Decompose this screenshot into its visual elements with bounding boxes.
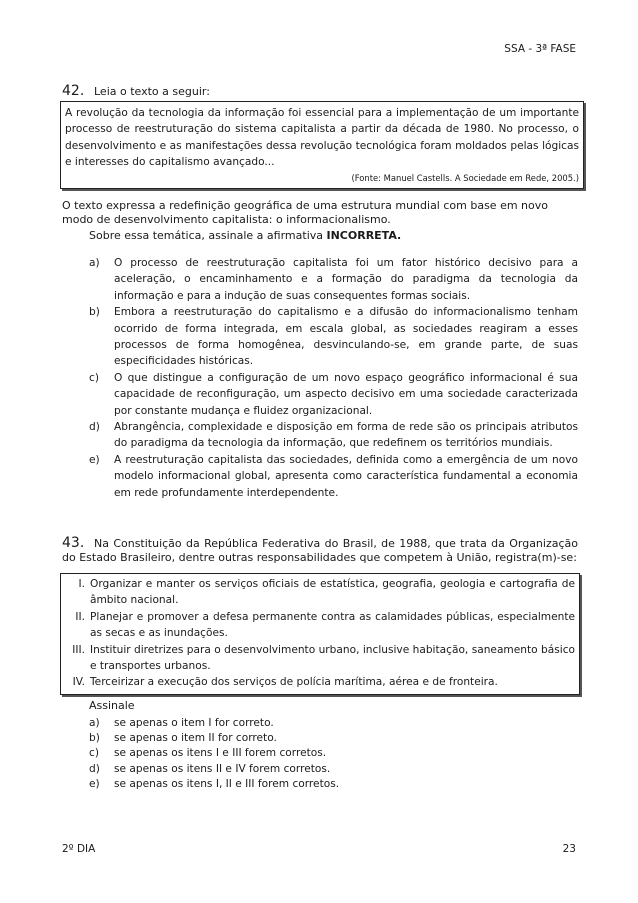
question-42-header — [62, 83, 210, 99]
answer-option — [89, 762, 339, 777]
answer-option — [89, 731, 339, 746]
option-letter: b) — [89, 306, 100, 319]
question-instruction: Assinale — [89, 699, 135, 712]
item-text: Planejar e promover a defesa permanente contra as calamidades públicas, especialmente as secas e as inundações. — [90, 610, 575, 640]
question-prompt: Leia o texto a seguir: — [94, 85, 210, 98]
question-instruction — [89, 229, 401, 242]
quote-box — [60, 101, 584, 189]
option-letter: c) — [89, 747, 99, 760]
option-letter: a) — [89, 257, 100, 269]
option-letter: c) — [89, 371, 99, 384]
item-text: Terceirizar a execução dos serviços de polícia marítima, aérea e de fronteira. — [90, 676, 498, 689]
option-text: se apenas os itens II e IV forem corretos. — [114, 762, 331, 775]
option-text: se apenas o item I for correto. — [114, 717, 274, 729]
option-text: A reestruturação capitalista das sociedades, definida como a emergência de um novo modelo informacional global, apresenta como característica fundamental a economia em rede profundamente interdependente. — [114, 453, 578, 499]
item-numeral: II. — [75, 610, 85, 623]
answer-option — [89, 255, 578, 304]
question-number: 43. — [62, 535, 85, 551]
answer-option — [89, 419, 578, 452]
instruction-text: Sobre essa temática, assinale a afirmativa — [89, 229, 323, 242]
option-text: O processo de reestruturação capitalista foi um fator histórico decisivo para a aceleração, o encaminhamento e a formação do paradigma da tecnologia da informação e para a indução de suas consequentes formas sociais. — [114, 257, 578, 302]
item-numeral: III. — [72, 643, 85, 656]
item-numeral: I. — [78, 578, 85, 590]
option-letter: d) — [89, 421, 100, 434]
statement-item — [63, 674, 575, 690]
statement-item — [63, 642, 575, 675]
item-text: Organizar e manter os serviços oficiais de estatística, geografia, geologia e cartografia de âmbito nacional. — [90, 578, 575, 607]
answer-option — [89, 746, 339, 761]
answer-option — [89, 777, 339, 792]
instruction-emphasis: INCORRETA. — [326, 229, 402, 242]
quote-text: A revolução da tecnologia da informação foi essencial para a implementação de um importante processo de reestruturação do sistema capitalista a partir da década de 1980. No processo, o desenvolvimento e as manifestações dessa revolução tecnológica foram moldados pelas lógicas e interesses do capitalismo avançado... — [65, 107, 579, 168]
statement-item — [63, 576, 575, 609]
statement-item — [63, 609, 575, 642]
option-text: se apenas os itens I, II e III forem corretos. — [114, 777, 340, 790]
option-text: O que distingue a configuração de um novo espaço geográfico informacional é sua capacidade de reconfiguração, um aspecto decisivo em uma sociedade caracterizada por constante mudança e fluidez organizacional. — [114, 371, 578, 417]
option-letter: d) — [89, 762, 100, 775]
item-numeral: IV. — [72, 676, 85, 689]
items-box — [60, 573, 580, 695]
quote-source: (Fonte: Manuel Castells. A Sociedade em Rede, 2005.) — [351, 173, 579, 184]
answer-options — [89, 716, 339, 792]
answer-options — [89, 255, 578, 501]
page-header: SSA - 3ª FASE — [504, 43, 576, 55]
answer-option — [89, 452, 578, 501]
option-text: Abrangência, complexidade e disposição em forma de rede são os principais atributos do paradigma da tecnologia da informação, que redefinem os territórios mundiais. — [114, 421, 578, 450]
option-letter: e) — [89, 777, 100, 790]
option-text: se apenas os itens I e III forem corretos. — [114, 747, 327, 760]
option-text: se apenas o item II for correto. — [114, 732, 277, 745]
question-intro: O texto expressa a redefinição geográfica de uma estrutura mundial com base em novo modo de desenvolvimento capitalista: o informacionalismo. — [62, 199, 548, 227]
answer-option — [89, 370, 578, 419]
option-letter: b) — [89, 732, 100, 745]
answer-option — [89, 716, 339, 731]
item-text: Instituir diretrizes para o desenvolvimento urbano, inclusive habitação, saneamento básico e transportes urbanos. — [90, 643, 575, 673]
option-text: Embora a reestruturação do capitalismo e a difusão do informacionalismo tenham ocorrido de forma integrada, em escala global, as sociedades reagiram a esses processos de forma homogênea, desvinculando-se, em grande parte, de suas especificidades históricas. — [114, 306, 578, 368]
option-letter: e) — [89, 453, 100, 466]
question-number: 42. — [62, 83, 85, 99]
answer-option — [89, 304, 578, 370]
option-letter: a) — [89, 717, 100, 729]
question-prompt: Na Constituição da República Federativa do Brasil, de 1988, que trata da Organização do Estado Brasileiro, dentre outras responsabilidades que competem à União, registra(m)-se: — [62, 537, 578, 565]
question-43-header — [62, 536, 578, 566]
page-number: 23 — [562, 843, 576, 855]
footer-day: 2º DIA — [62, 843, 96, 855]
